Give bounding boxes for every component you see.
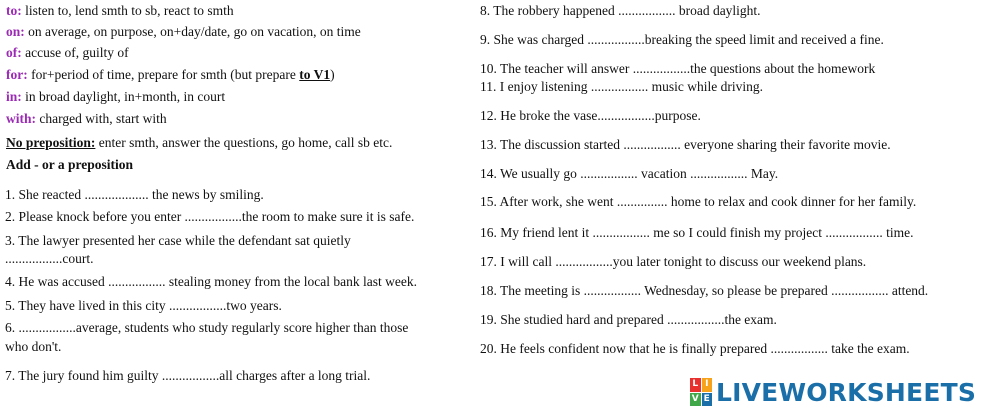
rule-on: [6, 24, 361, 40]
rule-in: [6, 89, 225, 105]
exercise-item: 9. She was charged .................breaking the speed limit and received a fine.: [480, 32, 884, 47]
exercise-item: 5. They have lived in this city .................two years.: [5, 298, 282, 313]
rule-keyword: to:: [6, 3, 22, 18]
exercise-item: 2. Please knock before you enter .................the room to make sure it is safe.: [5, 209, 415, 224]
rule-for: [6, 67, 335, 83]
rule-text: for+period of time, prepare for smth (but prepare: [27, 67, 300, 82]
exercise-item: 7. The jury found him guilty .................all charges after a long trial.: [5, 368, 371, 383]
logo-text: LIVEWORKSHEETS: [716, 377, 977, 407]
rule-text: accuse of, guilty of: [21, 45, 129, 60]
rule-keyword: with:: [6, 111, 36, 126]
rule-text: on average, on purpose, on+day/date, go on vacation, on time: [24, 24, 361, 39]
logo-icon-letter: V: [690, 393, 701, 407]
no-prep-label: No preposition:: [6, 135, 96, 150]
rule-keyword: for:: [6, 67, 28, 82]
rule-text: listen to, lend smth to sb, react to smth: [21, 3, 234, 18]
rule-text: in broad daylight, in+month, in court: [21, 89, 226, 104]
exercise-item: 8. The robbery happened ................. broad daylight.: [480, 3, 761, 18]
exercise-item: 6. .................average, students who study regularly score higher than those: [5, 320, 409, 335]
rule-no-preposition: [6, 135, 392, 151]
rule-keyword: in:: [6, 89, 22, 104]
liveworksheets-logo: [690, 374, 976, 410]
no-prep-text: enter smth, answer the questions, go home, call sb etc.: [95, 135, 393, 150]
exercise-item: 20. He feels confident now that he is finally prepared ................. take the exam.: [480, 341, 910, 356]
exercise-item: 17. I will call .................you later tonight to discuss our weekend plans.: [480, 254, 867, 269]
exercise-item: 1. She reacted ................... the news by smiling.: [5, 187, 264, 202]
liveworksheets-logo-icon: [690, 378, 712, 406]
exercise-item-cont: .................court.: [5, 251, 94, 266]
logo-icon-letter: I: [702, 378, 713, 392]
rule-tail: ): [330, 67, 335, 82]
exercise-item: 3. The lawyer presented her case while the defendant sat quietly: [5, 233, 351, 248]
rule-emphasis: to V1: [299, 67, 331, 82]
rule-of: [6, 45, 129, 61]
exercise-item: 15. After work, she went ............... home to relax and cook dinner for her family.: [480, 194, 917, 209]
rule-keyword: of:: [6, 45, 22, 60]
exercise-item: 10. The teacher will answer .................the questions about the homework: [480, 61, 876, 76]
logo-icon-letter: L: [690, 378, 701, 392]
exercise-item: 13. The discussion started ................. everyone sharing their favorite movie.: [480, 137, 891, 152]
exercise-item: 19. She studied hard and prepared .................the exam.: [480, 312, 777, 327]
exercise-item-cont: who don't.: [5, 339, 62, 354]
instruction: Add - or a preposition: [6, 157, 134, 172]
exercise-item: 14. We usually go ................. vacation ................. May.: [480, 166, 779, 181]
exercise-item: 16. My friend lent it ................. me so I could finish my project ................. time.: [480, 225, 914, 240]
rule-with: [6, 111, 167, 127]
exercise-item: 11. I enjoy listening ................. music while driving.: [480, 79, 763, 94]
exercise-item: 18. The meeting is ................. Wednesday, so please be prepared ................. attend.: [480, 283, 929, 298]
rule-keyword: on:: [6, 24, 25, 39]
logo-icon-letter: E: [702, 393, 713, 407]
rule-text: charged with, start with: [36, 111, 167, 126]
rule-to: [6, 3, 234, 19]
exercise-item: 4. He was accused ................. stealing money from the local bank last week.: [5, 274, 418, 289]
exercise-item: 12. He broke the vase.................purpose.: [480, 108, 701, 123]
